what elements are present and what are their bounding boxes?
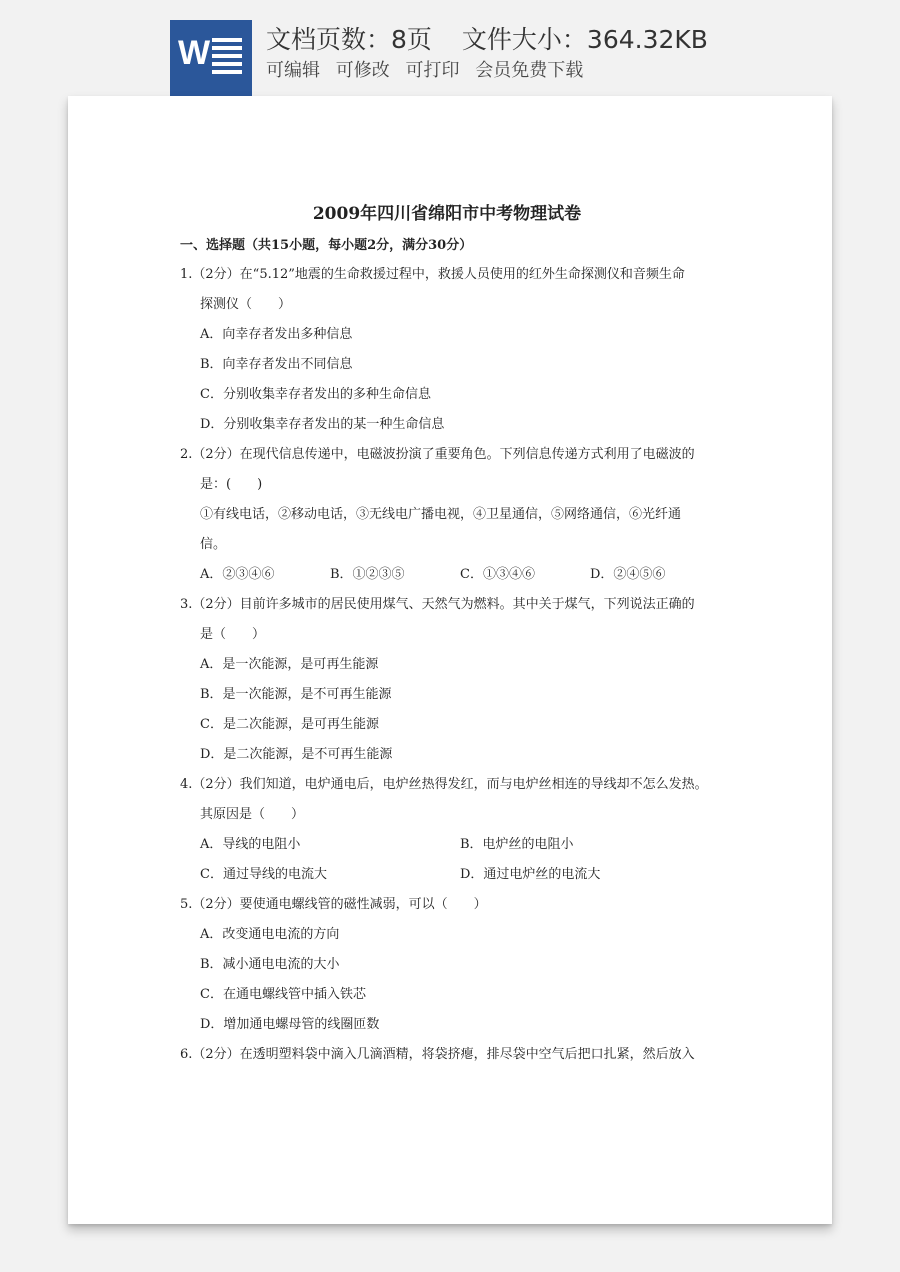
document-content [180,196,720,1070]
question-text-cont: 是（ ） [200,627,266,642]
question-list-cont: 信。 [200,537,227,552]
question-text: 3.（2分）目前许多城市的居民使用煤气、天然气为燃料。其中关于煤气，下列说法正确的 [180,597,695,612]
option-a: A．向幸存者发出多种信息 [200,327,353,342]
feature-modifiable: 可修改 [335,60,390,81]
option-a: A．是一次能源，是可再生能源 [200,657,379,672]
word-doc-icon [170,20,252,98]
word-icon-letter: W [178,34,211,72]
question-text-cont: 是：( ) [200,477,263,492]
doc-lines-icon [212,38,242,82]
document-title: 2009年四川省绵阳市中考物理试卷 [312,204,582,224]
question-list: ①有线电话，②移动电话，③无线电广播电视，④卫星通信，⑤网络通信，⑥光纤通 [200,507,682,522]
option-a: A．改变通电电流的方向 [200,927,340,942]
document-page [68,96,832,1224]
question-text: 1.（2分）在“5.12”地震的生命救援过程中，救援人员使用的红外生命探测仪和音频生命 [180,267,685,282]
option-c: C．是二次能源，是可再生能源 [200,717,379,732]
page-count: 文档页数：8页 [266,25,432,54]
feature-list [266,56,593,82]
file-size: 文件大小：364.32KB [461,25,708,54]
option-b: B．①②③⑤ [330,567,405,582]
option-b: B．向幸存者发出不同信息 [200,357,353,372]
options-row [180,860,720,890]
feature-editable: 可编辑 [266,60,320,81]
option-c: C．通过导线的电流大 [200,867,327,882]
question-6 [180,1040,720,1070]
option-c: C．在通电螺线管中插入铁芯 [200,987,366,1002]
download-banner [0,0,900,96]
question-5 [180,890,720,1040]
question-1 [180,260,720,440]
question-text: 6.（2分）在透明塑料袋中滴入几滴酒精，将袋挤瘪，排尽袋中空气后把口扎紧，然后放入 [180,1047,695,1062]
option-c: C．①③④⑥ [460,567,535,582]
question-4 [180,770,720,890]
option-d: D．通过电炉丝的电流大 [460,867,601,882]
feature-printable: 可打印 [405,60,460,81]
question-text: 5.（2分）要使通电螺线管的磁性减弱，可以（ ） [180,897,487,912]
option-b: B．减小通电电流的大小 [200,957,340,972]
option-d: D．②④⑤⑥ [590,567,666,582]
question-2 [180,440,720,590]
option-b: B．电炉丝的电阻小 [460,837,574,852]
doc-info-line [266,20,708,56]
question-3 [180,590,720,770]
feature-free-download: 会员免费下载 [475,60,584,81]
option-a: A．②③④⑥ [200,567,275,582]
option-b: B．是一次能源，是不可再生能源 [200,687,392,702]
question-text-cont: 其原因是（ ） [200,807,305,822]
question-text: 2.（2分）在现代信息传递中，电磁波扮演了重要角色。下列信息传递方式利用了电磁波的 [180,447,695,462]
option-d: D．增加通电螺母管的线圈匝数 [200,1017,380,1032]
option-d: D．是二次能源，是不可再生能源 [200,747,393,762]
section-heading: 一、选择题（共15小题，每小题2分，满分30分） [180,238,473,253]
question-text: 4.（2分）我们知道，电炉通电后，电炉丝热得发红，而与电炉丝相连的导线却不怎么发热。 [180,777,708,792]
option-a: A．导线的电阻小 [200,837,301,852]
option-d: D．分别收集幸存者发出的某一种生命信息 [200,417,445,432]
question-text-cont: 探测仪（ ） [200,297,292,312]
options-row [180,560,720,590]
options-row [180,830,720,860]
option-c: C．分别收集幸存者发出的多种生命信息 [200,387,431,402]
